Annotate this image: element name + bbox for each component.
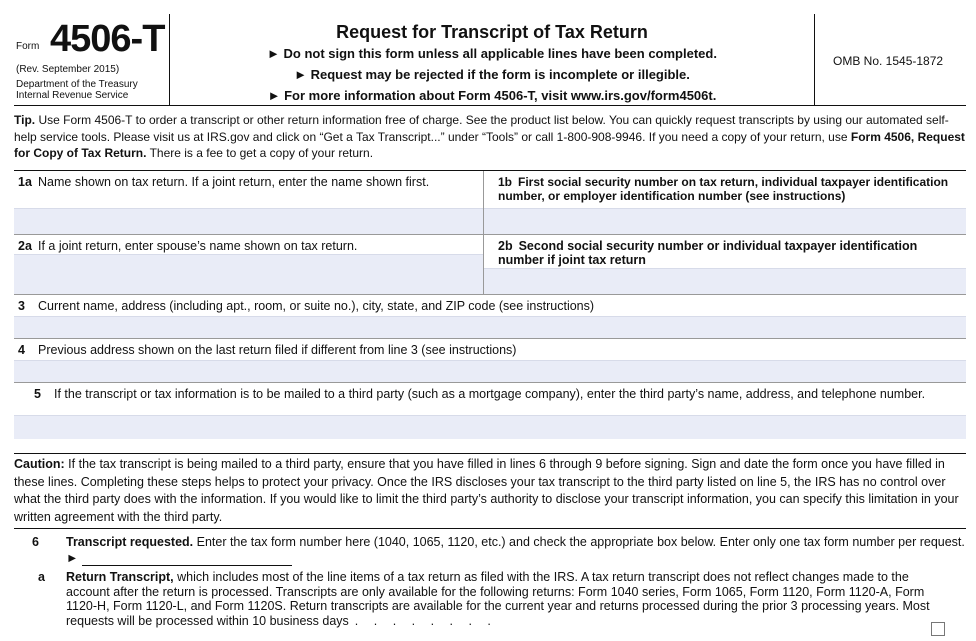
line-6a-lead: Return Transcript, [66, 570, 174, 584]
field-1a [14, 171, 484, 234]
ssn-input[interactable] [484, 208, 966, 234]
line-6-lead: Transcript requested. [66, 535, 194, 549]
current-address-input[interactable] [14, 316, 966, 338]
field-4-label [14, 339, 966, 357]
caution-paragraph [14, 453, 966, 526]
tax-form-number-input[interactable] [82, 554, 292, 566]
field-number: 2a [18, 239, 32, 253]
spouse-ssn-input[interactable] [484, 268, 966, 294]
field-number: 3 [18, 299, 25, 313]
notice-line: ► Do not sign this form unless all applicable lines have been completed. [267, 46, 717, 61]
field-4 [14, 339, 966, 383]
field-label-text: First social security number on tax return, individual taxpayer identification number, or employer identification number (see instructions) [498, 175, 949, 203]
tip-form-4506: Form 4506, Request for Copy of Tax Return. [14, 129, 965, 160]
third-party-input[interactable] [14, 415, 966, 439]
line-6 [14, 534, 966, 566]
revision-date: (Rev. September 2015) [16, 64, 120, 75]
tip-lead: Tip. [14, 113, 36, 127]
field-label-text: Name shown on tax return. If a joint return, enter the name shown first. [38, 175, 430, 189]
row-line-1 [14, 171, 966, 235]
field-1a-label [14, 171, 483, 189]
tip-text-end: There is a fee to get a copy of your return. [149, 146, 374, 160]
field-number: 4 [18, 343, 25, 357]
caution-lead: Caution: [14, 457, 65, 471]
line-6a-text: which includes most of the line items of a tax return as filed with the IRS. A tax return transcript does not reflect changes made to the account after the return is processed. Transcripts are only available for the following returns: Form 1040 series, Form 1065, Form 1120, Form 1120-A, Form 1120-H, Form 1120-L, and Form 1120S. Return transcripts are available for the current year and returns processed during the prior 3 processing years. Most requests will be processed within 10 business days [66, 570, 930, 628]
field-number: 1b [498, 175, 513, 189]
notice-line: ► Request may be rejected if the form is incomplete or illegible. [294, 67, 690, 82]
field-label-text: If a joint return, enter spouse’s name shown on tax return. [38, 239, 358, 253]
field-1b-label [484, 171, 966, 203]
form-id-block [14, 14, 170, 106]
omb-block [814, 14, 966, 106]
omb-number: OMB No. 1545-1872 [833, 54, 944, 68]
field-3-label [14, 295, 966, 313]
tip-paragraph [14, 112, 966, 162]
form-number: 4506-T [50, 18, 165, 60]
taxpayer-fields [14, 170, 966, 439]
tip-text: Use Form 4506-T to order a transcript or other return information free of charge. See the product list below. You can quickly request transcripts by using our automated self-help service tools. Please visit us at IRS.gov and click on “Get a Tax Transcript...” under “Tools” or call 1-800-908-9946. If you need a copy of your return, use [14, 113, 949, 144]
field-3 [14, 295, 966, 339]
caution-text: If the tax transcript is being mailed to a third party, ensure that you have filled in lines 6 through 9 before signing. Sign and date the form once you have filled in these lines. Completing these steps helps to protect your privacy. Once the IRS discloses your tax transcript to the third party listed on line 5, the IRS has no control over what the third party does with the information. If you would like to limit the third party’s authority to disclose your transcript information, you can specify this limitation in your written agreement with the third party. [14, 457, 959, 524]
field-5-label [14, 383, 966, 401]
line-6a [14, 570, 934, 628]
field-2a-label [14, 235, 483, 253]
field-2a [14, 235, 484, 294]
field-2b [484, 235, 966, 294]
form-title: Request for Transcript of Tax Return [336, 22, 648, 42]
notice-line: ► For more information about Form 4506-T, visit www.irs.gov/form4506t. [267, 88, 717, 103]
title-block [172, 14, 812, 106]
field-number: 2b [498, 239, 513, 253]
field-1b [484, 171, 966, 234]
field-label-text: Previous address shown on the last return filed if different from line 3 (see instructions) [38, 343, 517, 357]
field-number: 5 [34, 387, 41, 401]
agency-name: Internal Revenue Service [16, 90, 129, 101]
form-header [14, 14, 966, 106]
name-input[interactable] [14, 208, 483, 234]
line-6a-letter: a [38, 570, 45, 584]
line-6-section [14, 528, 966, 628]
return-transcript-checkbox[interactable] [931, 622, 945, 636]
field-label-text: If the transcript or tax information is to be mailed to a third party (such as a mortgage company), enter the third party’s name, address, and telephone number. [54, 387, 926, 401]
line-6-text: Enter the tax form number here (1040, 1065, 1120, etc.) and check the appropriate box below. Enter only one tax form number per request. ► [66, 535, 965, 565]
spouse-name-input[interactable] [14, 254, 483, 294]
department-name: Department of the Treasury [16, 79, 138, 90]
field-number: 1a [18, 175, 32, 189]
line-6-number: 6 [32, 535, 39, 549]
field-label-text: Second social security number or individual taxpayer identification number if joint tax return [498, 239, 918, 267]
previous-address-input[interactable] [14, 360, 966, 382]
form-label: Form [16, 41, 40, 52]
field-label-text: Current name, address (including apt., room, or suite no.), city, state, and ZIP code (see instructions) [38, 299, 595, 313]
row-line-2 [14, 235, 966, 295]
leader-dots: . . . . . . . . [354, 613, 497, 628]
field-5 [14, 383, 966, 439]
field-2b-label [484, 235, 966, 267]
department [16, 79, 138, 101]
